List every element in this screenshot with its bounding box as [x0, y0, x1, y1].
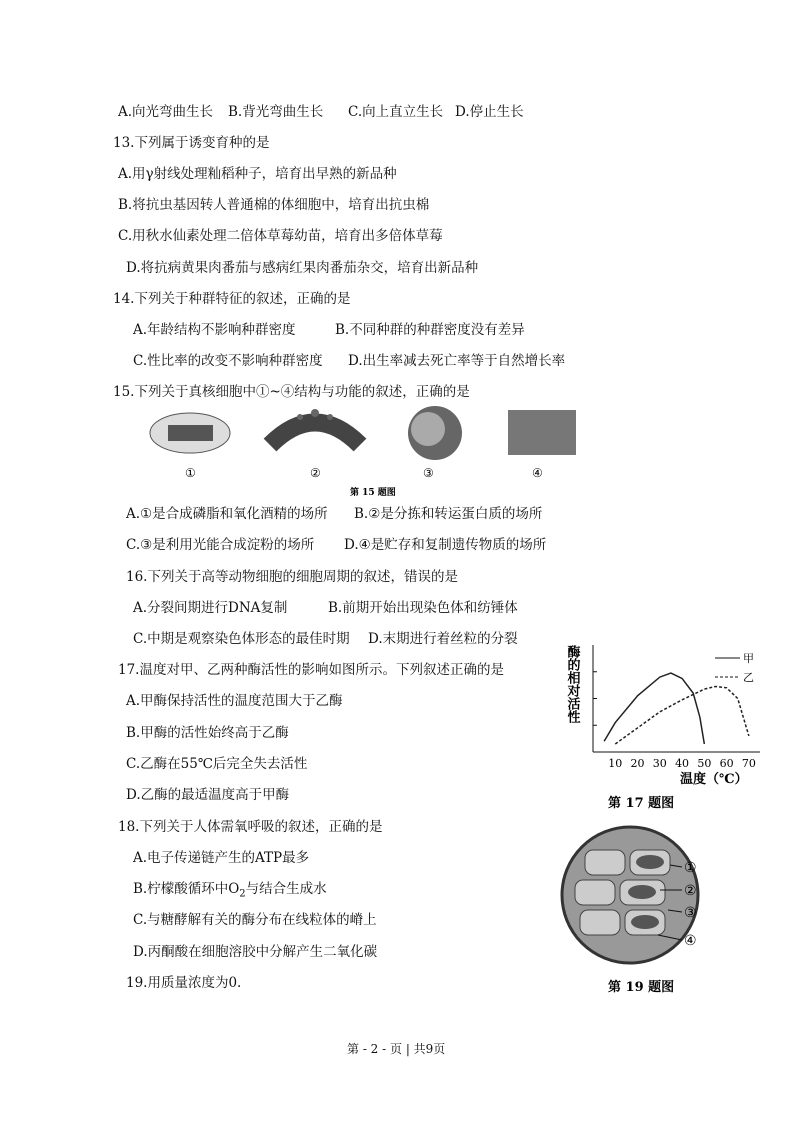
q16-option-a: A.分裂间期进行DNA复制	[133, 600, 288, 616]
x-tick-label: 10	[608, 757, 623, 770]
q14-option-c: C.性比率的改变不影响种群密度	[133, 353, 323, 369]
fig19-label-4: ④	[684, 933, 697, 949]
q14-stem: 14.下列关于种群特征的叙述，正确的是	[113, 291, 351, 307]
q13-option-a: A.用γ射线处理籼稻种子，培育出早熟的新品种	[118, 166, 397, 182]
q18-option-b-part2: 与结合生成水	[245, 881, 327, 897]
x-tick-label: 20	[630, 757, 645, 770]
q16-option-c: C.中期是观察染色体形态的最佳时期	[133, 631, 350, 647]
legend-label-jia: 甲	[743, 652, 754, 665]
fig17-caption: 第 17 题图	[608, 796, 675, 810]
q18-option-a: A.电子传递链产生的ATP最多	[133, 850, 310, 866]
fig15-label-3: ③	[423, 466, 434, 480]
q12-option-c: C.向上直立生长	[348, 104, 444, 120]
q12-option-d: D.停止生长	[455, 104, 524, 120]
q14-option-d: D.出生率减去死亡率等于自然增长率	[348, 353, 566, 369]
q16-option-b: B.前期开始出现染色体和纺锤体	[328, 600, 518, 616]
fig19-label-3: ③	[684, 905, 697, 921]
q13-option-c: C.用秋水仙素处理二倍体草莓幼苗，培育出多倍体草莓	[118, 228, 443, 244]
q16-stem: 16.下列关于高等动物细胞的细胞周期的叙述，错误的是	[126, 569, 458, 585]
q18-option-b-sub: 2	[239, 888, 246, 900]
q15-figure	[140, 405, 590, 500]
fig19-label-2: ②	[684, 883, 697, 899]
fig19-figure	[560, 825, 730, 1000]
q15-option-b: B.②是分拣和转运蛋白质的场所	[354, 506, 543, 522]
x-tick-label: 50	[697, 757, 712, 770]
golgi-image	[270, 423, 360, 446]
q15-option-c: C.③是利用光能合成淀粉的场所	[126, 537, 315, 553]
q17-option-b: B.甲酶的活性始终高于乙酶	[126, 725, 289, 741]
q12-option-b: B.背光弯曲生长	[228, 104, 324, 120]
q17-option-c: C.乙酶在55℃后完全失去活性	[126, 756, 308, 772]
fig19-caption: 第 19 题图	[608, 980, 675, 995]
fig15-label-1: ①	[185, 466, 196, 480]
q17-option-a: A.甲酶保持活性的温度范围大于乙酶	[126, 693, 343, 709]
q13-option-b: B.将抗虫基因转人普通棉的体细胞中，培育出抗虫棉	[118, 197, 430, 213]
fig15-label-2: ②	[310, 466, 321, 480]
q18-stem: 18.下列关于人体需氧呼吸的叙述，正确的是	[118, 819, 383, 835]
x-tick-label: 30	[652, 757, 667, 770]
x-axis-label: 温度（℃）	[680, 772, 748, 787]
page-footer: 第 - 2 - 页 | 共9页	[347, 1042, 446, 1056]
q18-option-b-part1: B.柠檬酸循环中O	[133, 881, 240, 897]
q17-stem: 17.温度对甲、乙两种酶活性的影响如图所示。下列叙述正确的是	[118, 662, 504, 678]
q19-stem: 19.用质量浓度为0.	[126, 975, 242, 991]
q14-option-b: B.不同种群的种群密度没有差异	[335, 322, 525, 338]
fig19-label-1: ①	[684, 860, 697, 876]
q16-option-d: D.末期进行着丝粒的分裂	[368, 631, 518, 647]
fig17-chart	[560, 635, 770, 810]
q13-stem: 13.下列属于诱变育种的是	[113, 135, 270, 151]
q14-option-a: A.年龄结构不影响种群密度	[133, 322, 296, 338]
q17-option-d: D.乙酶的最适温度高于甲酶	[126, 787, 290, 803]
fig15-caption: 第 15 题图	[350, 488, 396, 498]
q15-option-a: A.①是合成磷脂和氧化酒精的场所	[126, 506, 328, 522]
fig15-label-4: ④	[532, 466, 543, 480]
y-axis-label: 酶的相对活性	[564, 645, 580, 723]
x-tick-label: 40	[675, 757, 690, 770]
q18-option-b	[133, 880, 327, 904]
legend-label-yi: 乙	[743, 671, 754, 684]
x-tick-label: 60	[719, 757, 734, 770]
q15-stem: 15.下列关于真核细胞中①~④结构与功能的叙述，正确的是	[113, 384, 470, 400]
q12-option-a: A.向光弯曲生长	[118, 104, 214, 120]
q18-option-c: C.与糖酵解有关的酶分布在线粒体的嵴上	[133, 912, 377, 928]
series-line-甲	[604, 673, 704, 744]
q13-option-d: D.将抗病黄果肉番茄与感病红果肉番茄杂交，培育出新品种	[126, 260, 479, 276]
series-line-乙	[615, 686, 749, 744]
x-tick-label: 70	[741, 757, 756, 770]
er-image	[508, 410, 576, 455]
q15-option-d: D.④是贮存和复制遗传物质的场所	[344, 537, 547, 553]
q18-option-d: D.丙酮酸在细胞溶胶中分解产生二氧化碳	[133, 944, 378, 960]
